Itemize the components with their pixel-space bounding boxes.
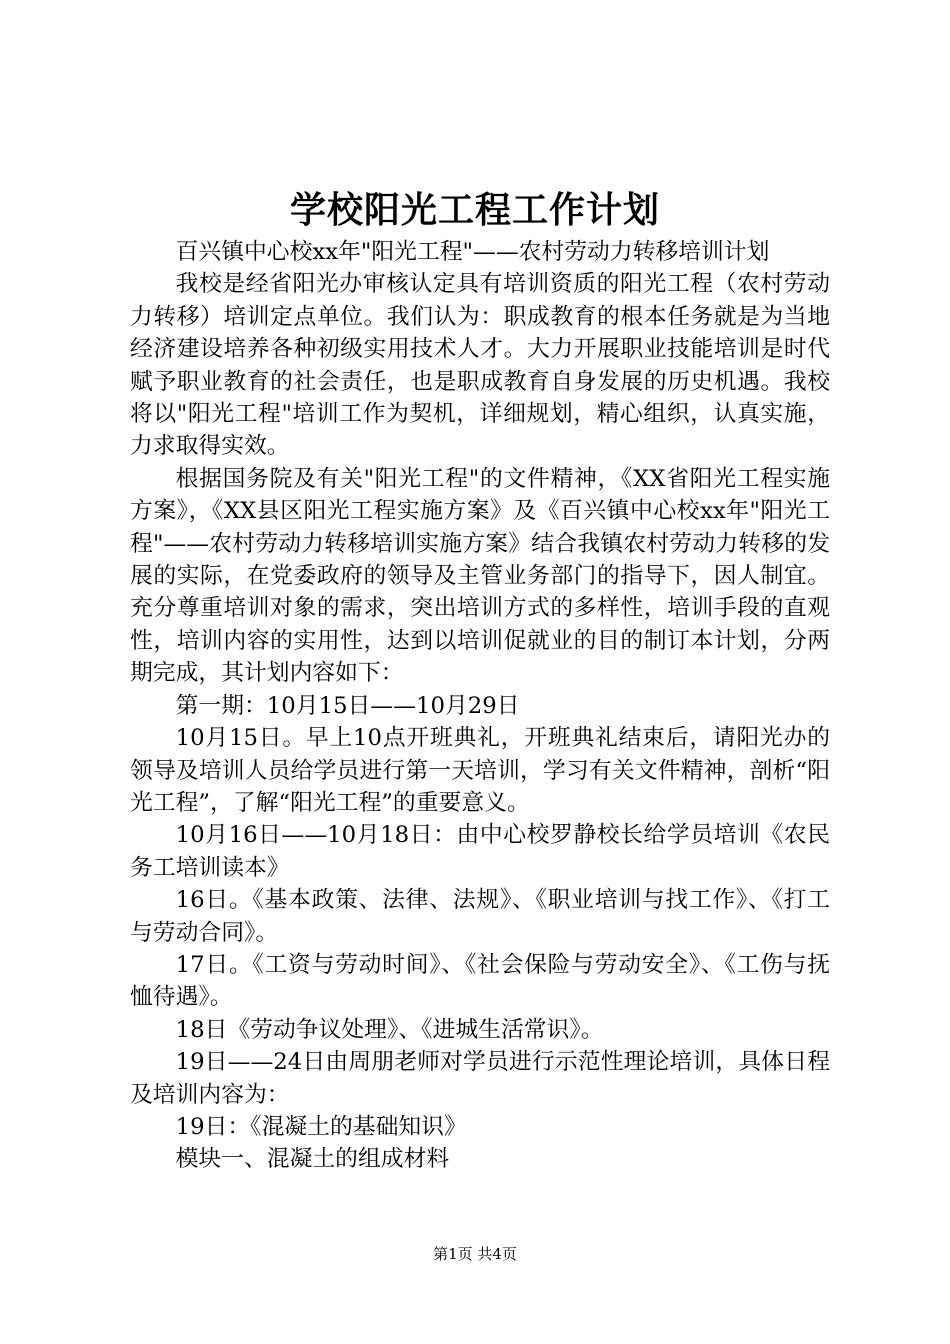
paragraph-day19-24: 19日——24日由周朋老师对学员进行示范性理论培训，具体日程及培训内容为： <box>130 1049 830 1108</box>
document-title: 学校阳光工程工作计划 <box>289 189 660 231</box>
paragraph-phase-one: 第一期：10月15日——10月29日 <box>175 692 520 719</box>
paragraph-intro: 我校是经省阳光办审核认定具有培训资质的阳光工程（农村劳动力转移）培训定点单位。我们认为：职成教育的根本任务就是为当地经济建设培养各种初级实用技术人才。大力开展职业技能培训是时代赋予职业教育的社会责任，也是职成教育自身发展的历史机遇。我校将以"阳光工程"培训工作为契机，详细规划，精心组织，认真实施，力求取得实效。 <box>130 271 830 460</box>
paragraph-day19: 19日：《混凝土的基础知识》 <box>175 1113 467 1140</box>
paragraph-oct16-18: 10月16日——10月18日：由中心校罗静校长给学员培训《农民务工培训读本》 <box>130 822 830 881</box>
paragraph-day17: 17日。《工资与劳动时间》、《社会保险与劳动安全》、《工伤与抚恤待遇》。 <box>130 951 830 1011</box>
page-footer: 第1页 共4页 <box>433 1245 517 1263</box>
paragraph-plan-name: 百兴镇中心校xx年"阳光工程"——农村劳动力转移培训计划 <box>175 239 770 265</box>
paragraph-basis: 根据国务院及有关"阳光工程"的文件精神，《XX省阳光工程实施方案》，《XX县区阳光工程实施方案》及《百兴镇中心校xx年"阳光工程"——农村劳动力转移培训实施方案》结合我镇农村劳动力转移的发展的实际，在党委政府的领导及主管业务部门的指导下，因人制宜。充分尊重培训对象的需求，突出培训方式的多样性，培训手段的直观性，培训内容的实用性，达到以培训促就业的目的制订本计划，分两期完成，其计划内容如下： <box>130 465 830 687</box>
paragraph-day18: 18日《劳动争议处理》、《进城生活常识》。 <box>175 1016 604 1043</box>
paragraph-oct15: 10月15日。早上10点开班典礼，开班典礼结束后，请阳光办的领导及培训人员给学员进行第一天培训，学习有关文件精神，剖析“阳光工程”，了解“阳光工程”的重要意义。 <box>130 725 830 816</box>
document-body <box>130 236 830 1176</box>
paragraph-day16: 16日。《基本政策、法律、法规》、《职业培训与找工作》、《打工与劳动合同》。 <box>130 887 830 946</box>
paragraph-module-one: 模块一、混凝土的组成材料 <box>175 1146 450 1173</box>
